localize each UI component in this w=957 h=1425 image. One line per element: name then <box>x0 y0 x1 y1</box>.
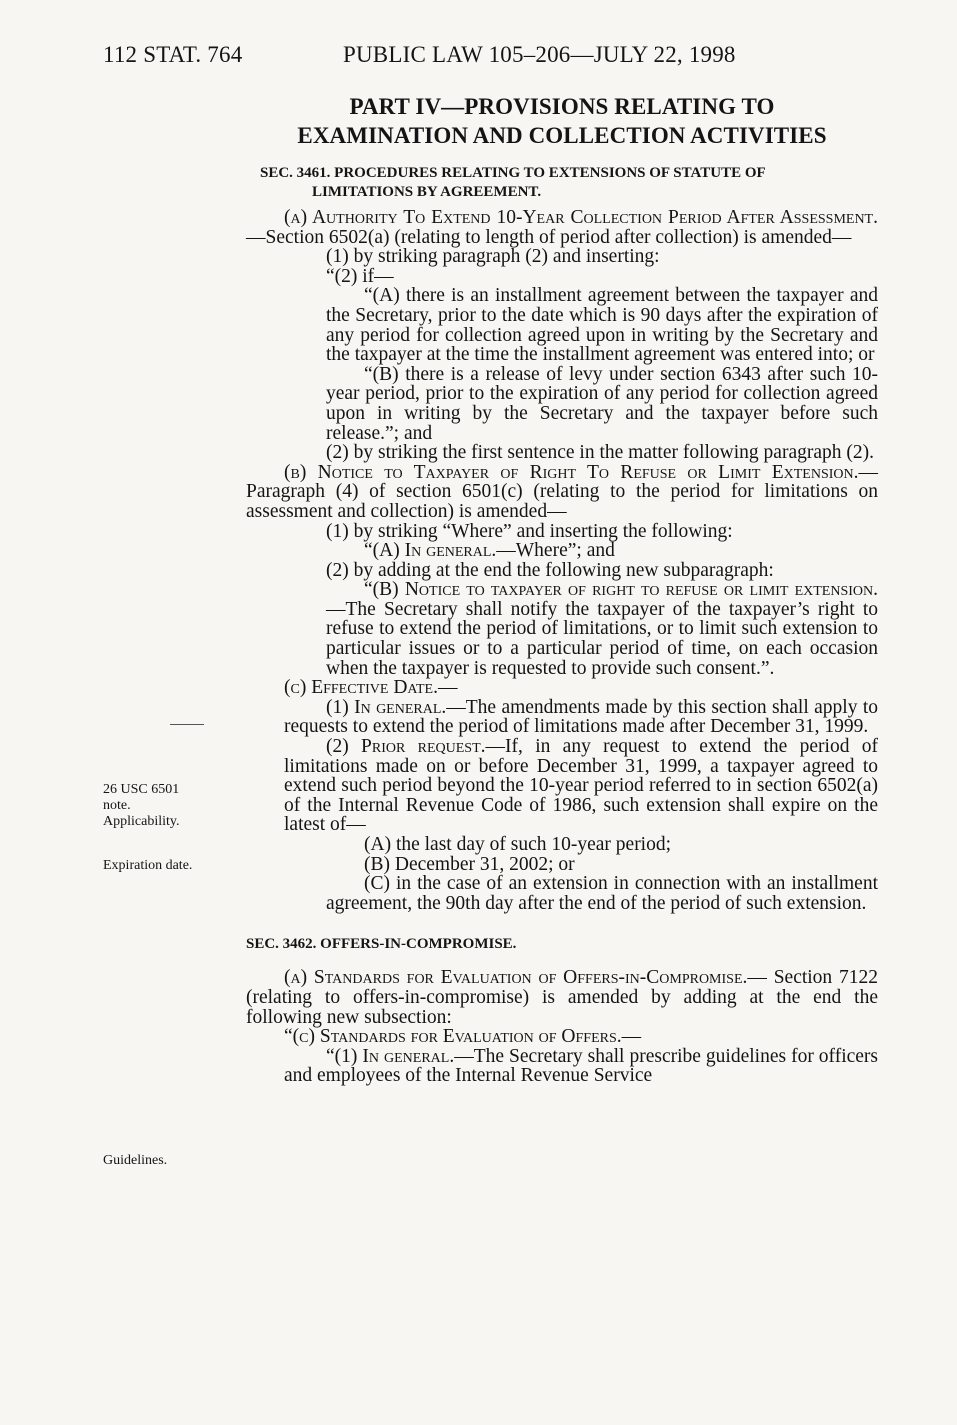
paragraph-a1-2: “(2) if— <box>326 265 394 287</box>
subsection-b <box>246 463 878 522</box>
section-3462-paragraph-c1-text: —The Secretary shall prescribe guidelines for officers and employees of the Internal Revenue Service <box>284 1045 878 1087</box>
paragraph-b1: (1) by striking “Where” and inserting the following: <box>326 520 733 542</box>
section-3462-subsection-c-dash: — <box>621 1026 642 1048</box>
paragraph-c1 <box>246 698 878 737</box>
section-3462-subsection-a-text: — Section 7122 (relating to offers-in-compromise) is amended by adding at the end the following new subsection: <box>246 967 878 1028</box>
subsection-a <box>246 208 878 247</box>
section-3462-paragraph-c1-heading: “(1) In general. <box>326 1045 455 1067</box>
public-law-citation: PUBLIC LAW 105–206—JULY 22, 1998 <box>343 42 736 67</box>
subsection-b-text: —Paragraph (4) of section 6501(c) (relating to the period for limitations on assessment and collection) is amended— <box>246 461 878 522</box>
paragraph-a2: (2) by striking the first sentence in the matter following paragraph (2). <box>326 442 874 464</box>
subparagraph-a1-A: “(A) there is an installment agreement between the taxpayer and the Secretary, prior to the date which is 90 days after the expiration of any period for collection agreed upon in writing by the Secretary and the taxpayer at the time the installment agreement was entered into; or <box>326 285 878 366</box>
part-title-line1: PART IV—PROVISIONS RELATING TO <box>349 94 775 119</box>
section-spacer <box>246 913 878 935</box>
margin-note-expiration: Expiration date. <box>103 858 193 873</box>
section-3462-subsection-c-heading: “(c) Standards for Evaluation of Offers. <box>284 1026 622 1048</box>
paragraph-c1-text: —The amendments made by this section shall apply to requests to extend the period of limitations made after December 31, 1999. <box>284 696 878 738</box>
margin-note-guidelines: Guidelines. <box>103 1153 168 1168</box>
clause-c2-A: (A) the last day of such 10-year period; <box>364 834 672 855</box>
section-3461-heading-line1: SEC. 3461. PROCEDURES RELATING TO EXTENSIONS OF STATUTE OF <box>260 165 766 181</box>
subparagraph-b2-B <box>246 580 878 678</box>
stat-page-number: 112 STAT. 764 <box>103 42 243 67</box>
paragraph-c2 <box>246 737 878 835</box>
clause-c2-B: (B) December 31, 2002; or <box>364 853 575 875</box>
subparagraph-b1-A <box>246 541 878 561</box>
part-title <box>246 92 878 150</box>
clause-c2-C: (C) in the case of an extension in connection with an installment agreement, the 90th day after the end of the period of such extension. <box>326 873 878 914</box>
subsection-a-text: —Section 6502(a) (relating to length of period after collection) is amended— <box>246 226 852 248</box>
section-spacer-2 <box>246 954 878 968</box>
margin-note-usc <box>103 782 179 830</box>
subsection-c-heading: (c) Effective Date. <box>284 677 438 699</box>
subparagraph-b2-B-heading: “(B) Notice to taxpayer of right to refuse or limit extension. <box>364 579 878 601</box>
section-3461-heading-line2: LIMITATIONS BY AGREEMENT. <box>312 184 542 200</box>
section-3462-paragraph-c1 <box>246 1047 878 1086</box>
paragraph-c2-heading: (2) Prior request. <box>326 736 486 758</box>
subparagraph-b1-A-heading: “(A) In general. <box>364 540 497 562</box>
subparagraph-a1-B: “(B) there is a release of levy under section 6343 after such 10-year period, prior to the expiration of any period for collection agreed upon in writing by the Secretary and the taxpayer before such release.”; and <box>326 363 878 444</box>
section-3462-subsection-a-heading: (a) Standards for Evaluation of Offers-in-Compromise. <box>284 967 748 989</box>
subsection-a-heading: (a) Authority To Extend 10-Year Collection Period After Assessment. <box>284 207 878 228</box>
section-3462-subsection-a <box>246 968 878 1027</box>
part-title-line2: EXAMINATION AND COLLECTION ACTIVITIES <box>297 123 827 148</box>
margin-note-usc-line1: 26 USC 6501 <box>103 782 180 797</box>
subsection-b-heading: (b) Notice to Taxpayer of Right To Refuse or Limit Extension. <box>284 461 859 483</box>
section-3461-heading <box>260 164 880 202</box>
margin-note-usc-line2: note. <box>103 798 131 813</box>
margin-bracket-mark <box>170 716 204 725</box>
subsection-c <box>246 678 878 698</box>
paragraph-a1: (1) by striking paragraph (2) and inserting: <box>326 246 660 268</box>
section-3462-subsection-c <box>246 1027 878 1047</box>
paragraph-c2-text: —If, in any request to extend the period of limitations made on or before December 31, 1999, a taxpayer agreed to extend such period beyond the 10-year period referred to in section 6502(a) of the Internal Revenue Code of 1986, such extension shall expire on the latest of— <box>284 736 879 836</box>
section-3462-heading: SEC. 3462. OFFERS-IN-COMPROMISE. <box>246 936 517 953</box>
paragraph-b2: (2) by adding at the end the following new subparagraph: <box>326 559 774 581</box>
running-head <box>103 42 736 68</box>
margin-note-applicability: Applicability. <box>103 814 180 829</box>
subsection-c-dash: — <box>437 677 458 699</box>
section-3461-body <box>246 208 878 1086</box>
subparagraph-b1-A-text: —Where”; and <box>496 540 615 562</box>
paragraph-c1-heading: (1) In general. <box>326 696 447 718</box>
subparagraph-b2-B-text: —The Secretary shall notify the taxpayer of the taxpayer’s right to refuse to extend the period of limitations, or to limit such extension to particular issues or to a particular period of time, on each occasion when the taxpayer is requested to provide such consent.”. <box>326 598 878 679</box>
